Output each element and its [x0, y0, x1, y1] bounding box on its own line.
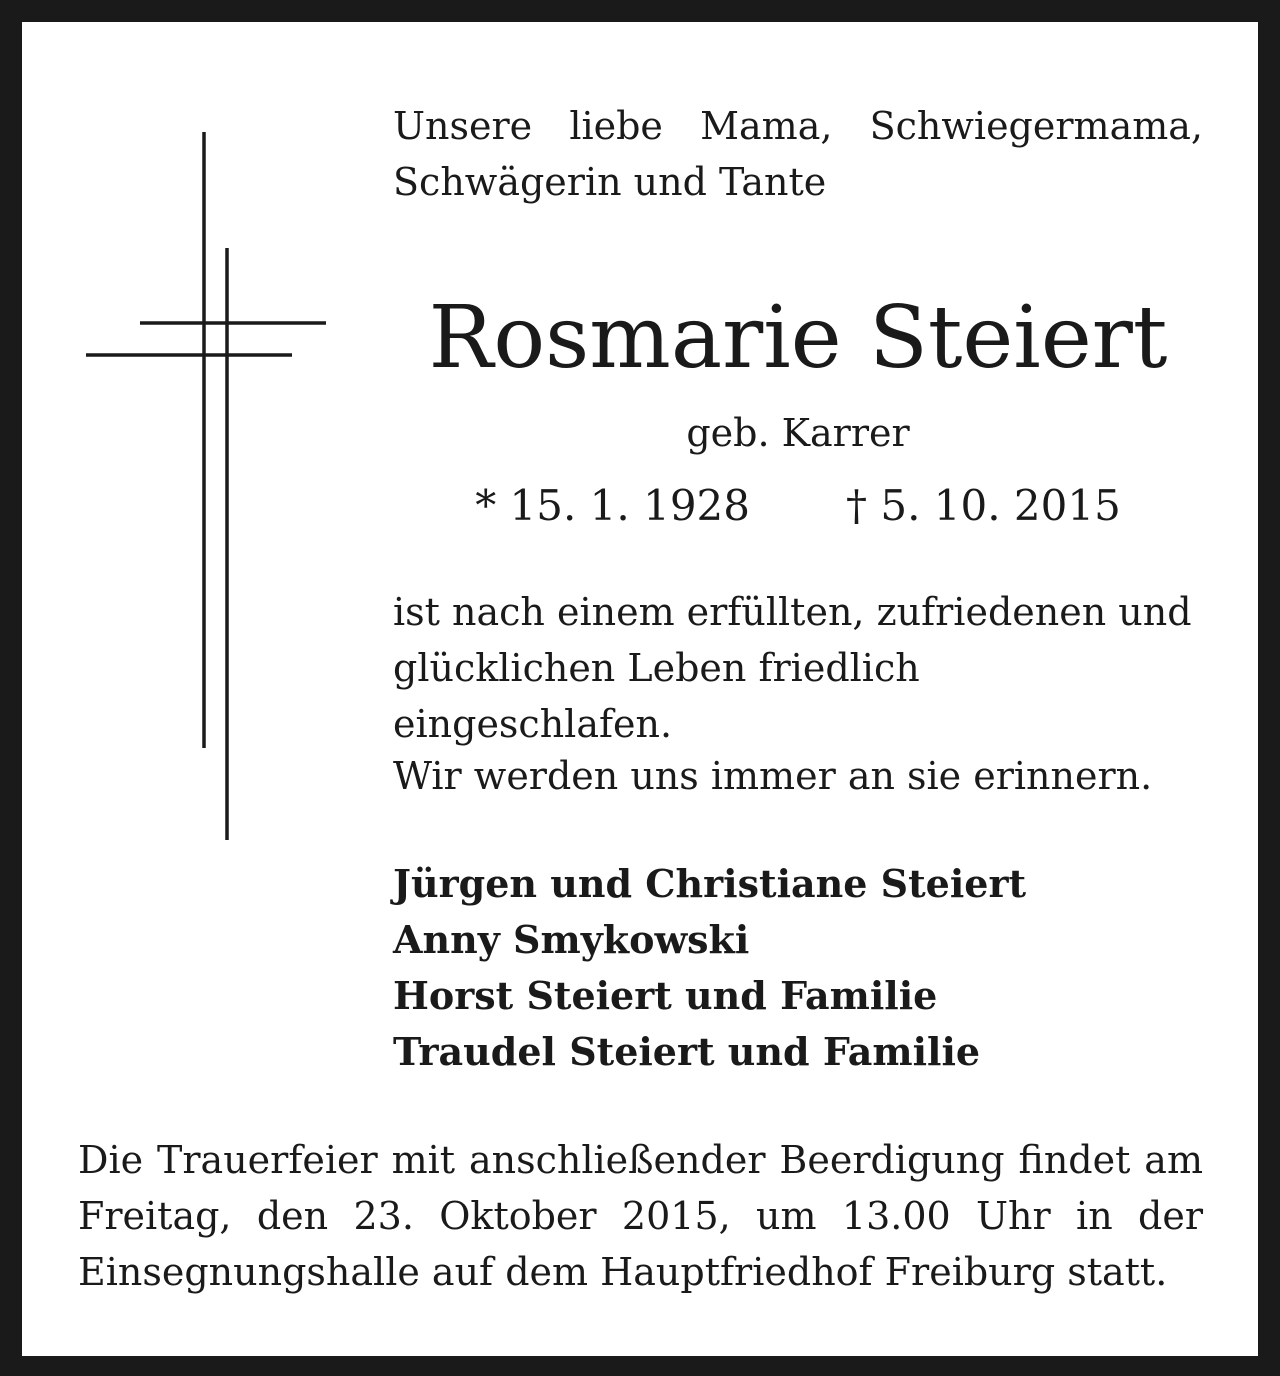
remembrance-text: Wir werden uns immer an sie erinnern.: [393, 754, 1153, 798]
mourners-list: [393, 856, 1203, 1080]
maiden-name: geb. Karrer: [686, 411, 910, 455]
death-date: † 5. 10. 2015: [846, 481, 1121, 530]
mourner-item: Jürgen und Christiane Steiert: [393, 861, 1027, 906]
mourner-item: Traudel Steiert und Familie: [393, 1029, 981, 1074]
birth-date: * 15. 1. 1928: [475, 481, 750, 530]
deceased-name: Rosmarie Steiert: [428, 288, 1168, 388]
life-dates: [393, 478, 1203, 534]
intro-text: Unsere liebe Mama, Schwiegermama, Schwägerin und Tante: [393, 104, 1203, 204]
obituary-notice: [22, 22, 1258, 1356]
cross-icon: [22, 22, 422, 922]
mourner-item: Anny Smykowski: [393, 917, 750, 962]
message-text: ist nach einem erfüllten, zufriedenen und glücklichen Leben friedlich eingeschlafen.: [393, 590, 1192, 746]
ceremony-info: Die Trauerfeier mit anschließender Beerdigung findet am Freitag, den 23. Oktober 2015, um 13.00 Uhr in der Einsegnungshalle auf dem Hauptfriedhof Freiburg statt.: [78, 1138, 1203, 1294]
mourner-item: Horst Steiert und Familie: [393, 973, 938, 1018]
